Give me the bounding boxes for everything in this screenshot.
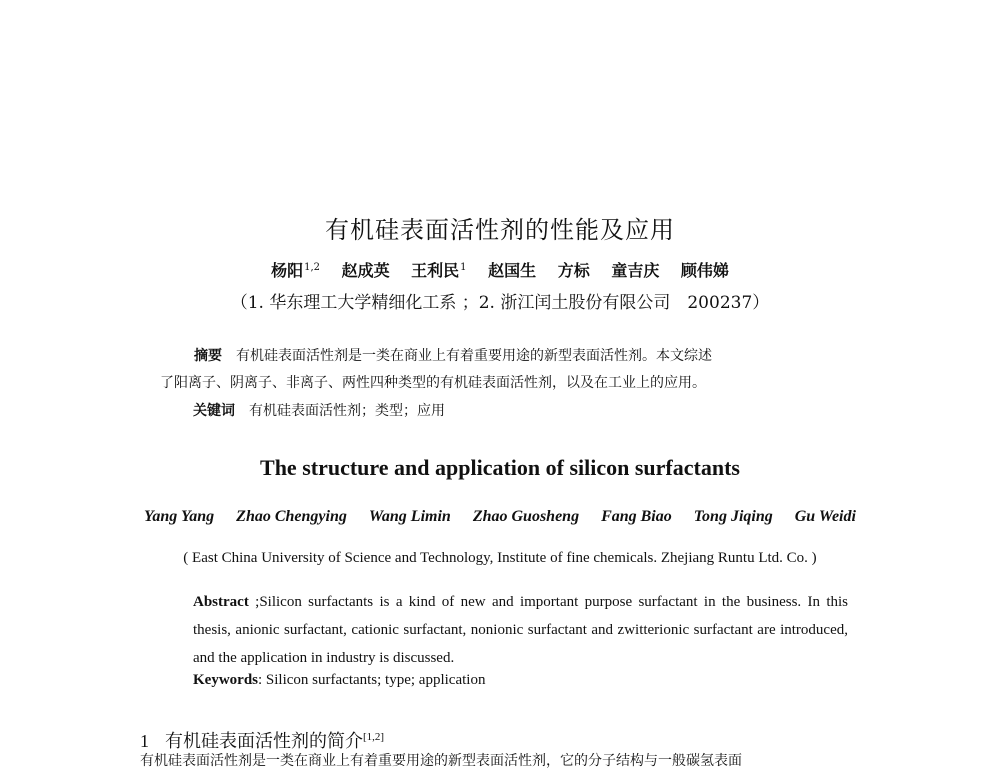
abstract-en-label: Abstract (193, 594, 249, 610)
keywords-cn (193, 400, 445, 420)
section-number: 1 (140, 731, 149, 751)
section-heading (140, 727, 384, 753)
section-reference: [1,2] (363, 731, 385, 743)
author-cn: 童吉庆 (611, 261, 660, 280)
author-en: Fang Biao (601, 508, 672, 525)
author-en: Tong Jiqing (693, 508, 773, 525)
paper-title-cn: 有机硅表面活性剂的性能及应用 (325, 216, 675, 244)
keywords-cn-text: 有机硅表面活性剂；类型；应用 (249, 403, 445, 419)
abstract-cn-label: 摘要 (194, 348, 222, 364)
section-title: 有机硅表面活性剂的简介 (165, 731, 363, 752)
abstract-cn-line2: 了阳离子、阴离子、非离子、两性四种类型的有机硅表面活性剂，以及在工业上的应用。 (160, 375, 706, 391)
author-en: Yang Yang (144, 508, 215, 525)
keywords-en-text: : Silicon surfactants; type; application (258, 672, 486, 688)
author-cn: 赵成英 (341, 261, 390, 280)
author-cn: 王利民$^1$ (411, 261, 467, 280)
abstract-cn-line1: 有机硅表面活性剂是一类在商业上有着重要用途的新型表面活性剂。本文综述 (236, 348, 712, 364)
author-cn: 顾伟娣 (680, 261, 729, 280)
affiliation-cn: （1. 华东理工大学精细化工系 ；2. 浙江闰土股份有限公司 200237） (230, 293, 770, 313)
author-en: Zhao Guosheng (472, 508, 580, 525)
author-en: Zhao Chengying (236, 508, 347, 525)
paper-title-en: The structure and application of silicon surfactants (260, 455, 740, 480)
author-cn: 赵国生 (488, 261, 537, 280)
keywords-cn-label: 关键词 (193, 403, 235, 419)
abstract-en-text: ;Silicon surfactants is a kind of new and important purpose surfactant in the business. In this thesis, anionic surfactant, cationic surfactant, nonionic surfactant and zwitterionic surfactant are introduced, and the application in industry is discussed. (193, 594, 848, 666)
keywords-en-label: Keywords (193, 672, 258, 688)
author-list-cn (0, 258, 1000, 281)
body-text-cut: 有机硅表面活性剂是一类在商业上有着重要用途的新型表面活性剂，它的分子结构与一般碳氢表面 (140, 753, 742, 769)
abstract-cn (160, 343, 850, 397)
author-cn: 杨阳$^{1,2}$ (271, 261, 320, 280)
author-cn: 方标 (557, 261, 590, 280)
affiliation-en: ( East China University of Science and Technology, Institute of fine chemicals. Zhejiang Runtu Ltd. Co. ) (183, 550, 817, 566)
author-en: Wang Limin (368, 508, 451, 525)
abstract-en (158, 588, 848, 672)
author-en: Gu Weidi (794, 508, 856, 525)
author-list-en (0, 508, 1000, 526)
keywords-en (193, 672, 485, 689)
